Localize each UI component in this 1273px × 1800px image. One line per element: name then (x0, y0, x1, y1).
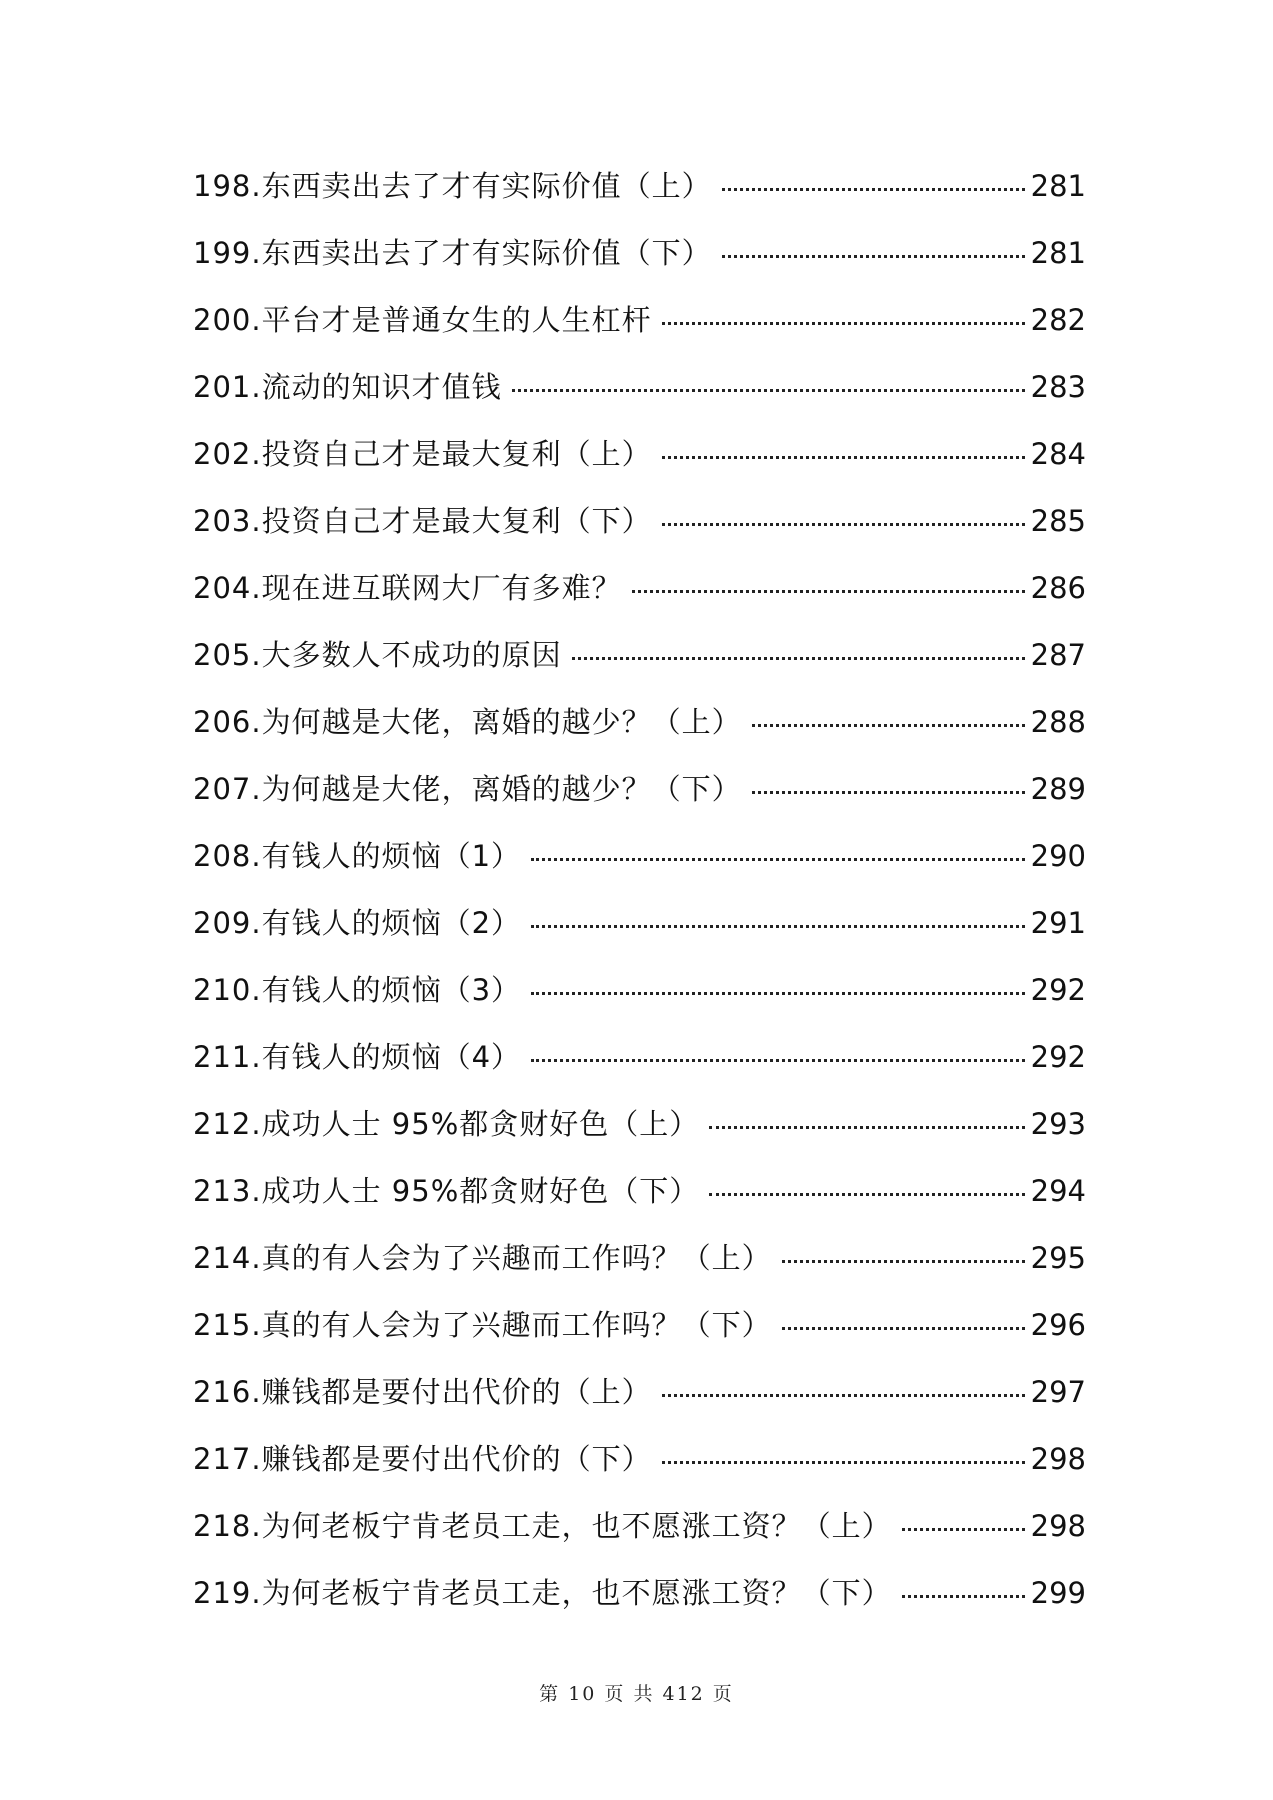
toc-entry[interactable] (193, 499, 1086, 566)
toc-entry-title: 203.投资自己才是最大复利（下） (193, 504, 652, 538)
toc-entry-page-number: 298 (1030, 1442, 1086, 1476)
dot-leader (572, 657, 1025, 660)
toc-entry[interactable] (193, 566, 1086, 633)
toc-entry-page-number: 288 (1030, 705, 1086, 739)
dot-leader (722, 188, 1025, 191)
toc-entry-title: 212.成功人士 95%都贪财好色（上） (193, 1107, 700, 1141)
toc-entry[interactable] (193, 365, 1086, 432)
toc-entry-title: 217.赚钱都是要付出代价的（下） (193, 1442, 652, 1476)
toc-entry-title: 208.有钱人的烦恼（1） (193, 839, 522, 873)
toc-entry[interactable] (193, 834, 1086, 901)
toc-entry[interactable] (193, 1303, 1086, 1370)
toc-entry-title: 211.有钱人的烦恼（4） (193, 1040, 522, 1074)
toc-entry-page-number: 297 (1030, 1375, 1086, 1409)
dot-leader (782, 1327, 1025, 1330)
toc-entry-title: 209.有钱人的烦恼（2） (193, 906, 522, 940)
toc-entry-title: 215.真的有人会为了兴趣而工作吗？（下） (193, 1308, 772, 1342)
toc-entry-page-number: 286 (1030, 571, 1086, 605)
toc-entry-title: 202.投资自己才是最大复利（上） (193, 437, 652, 471)
dot-leader (902, 1595, 1025, 1598)
dot-leader (752, 724, 1025, 727)
dot-leader (632, 590, 1025, 593)
toc-entry[interactable] (193, 1571, 1086, 1638)
dot-leader (782, 1260, 1025, 1263)
table-of-contents (193, 164, 1086, 1638)
toc-entry-page-number: 283 (1030, 370, 1086, 404)
dot-leader (662, 1461, 1025, 1464)
toc-entry-title: 205.大多数人不成功的原因 (193, 638, 562, 672)
dot-leader (722, 255, 1025, 258)
toc-entry[interactable] (193, 1437, 1086, 1504)
toc-entry-page-number: 289 (1030, 772, 1086, 806)
dot-leader (531, 992, 1025, 995)
toc-entry-page-number: 298 (1030, 1509, 1086, 1543)
toc-entry-title: 204.现在进互联网大厂有多难？ (193, 571, 622, 605)
toc-entry-page-number: 292 (1030, 973, 1086, 1007)
dot-leader (709, 1193, 1024, 1196)
dot-leader (662, 456, 1025, 459)
dot-leader (662, 523, 1025, 526)
toc-entry-page-number: 293 (1030, 1107, 1086, 1141)
toc-entry-title: 216.赚钱都是要付出代价的（上） (193, 1375, 652, 1409)
toc-entry-title: 198.东西卖出去了才有实际价值（上） (193, 169, 712, 203)
toc-entry-title: 206.为何越是大佬，离婚的越少？（上） (193, 705, 742, 739)
toc-entry[interactable] (193, 1035, 1086, 1102)
dot-leader (531, 925, 1025, 928)
page-footer: 第 10 页 共 412 页 (539, 1683, 734, 1705)
toc-entry-title: 207.为何越是大佬，离婚的越少？（下） (193, 772, 742, 806)
toc-entry-title: 199.东西卖出去了才有实际价值（下） (193, 236, 712, 270)
toc-entry-page-number: 295 (1030, 1241, 1086, 1275)
toc-entry[interactable] (193, 164, 1086, 231)
toc-entry-title: 218.为何老板宁肯老员工走，也不愿涨工资？（上） (193, 1509, 892, 1543)
toc-entry-page-number: 299 (1030, 1576, 1086, 1610)
toc-entry[interactable] (193, 231, 1086, 298)
toc-entry[interactable] (193, 633, 1086, 700)
toc-entry[interactable] (193, 298, 1086, 365)
toc-entry-page-number: 296 (1030, 1308, 1086, 1342)
dot-leader (662, 322, 1025, 325)
toc-entry[interactable] (193, 700, 1086, 767)
toc-entry[interactable] (193, 767, 1086, 834)
toc-entry-title: 219.为何老板宁肯老员工走，也不愿涨工资？（下） (193, 1576, 892, 1610)
toc-entry-title: 200.平台才是普通女生的人生杠杆 (193, 303, 652, 337)
toc-entry-title: 201.流动的知识才值钱 (193, 370, 502, 404)
toc-entry-page-number: 281 (1030, 236, 1086, 270)
dot-leader (709, 1126, 1024, 1129)
dot-leader (662, 1394, 1025, 1397)
toc-entry-title: 210.有钱人的烦恼（3） (193, 973, 522, 1007)
toc-entry-title: 214.真的有人会为了兴趣而工作吗？（上） (193, 1241, 772, 1275)
toc-entry[interactable] (193, 432, 1086, 499)
dot-leader (531, 858, 1025, 861)
dot-leader (512, 389, 1025, 392)
toc-entry[interactable] (193, 1102, 1086, 1169)
toc-entry[interactable] (193, 1370, 1086, 1437)
toc-entry-page-number: 287 (1030, 638, 1086, 672)
dot-leader (531, 1059, 1025, 1062)
toc-entry-page-number: 292 (1030, 1040, 1086, 1074)
toc-entry[interactable] (193, 1504, 1086, 1571)
toc-entry-page-number: 282 (1030, 303, 1086, 337)
toc-entry[interactable] (193, 1236, 1086, 1303)
toc-entry[interactable] (193, 1169, 1086, 1236)
toc-entry-page-number: 281 (1030, 169, 1086, 203)
toc-entry[interactable] (193, 901, 1086, 968)
toc-entry-page-number: 290 (1030, 839, 1086, 873)
toc-entry-page-number: 294 (1030, 1174, 1086, 1208)
toc-entry-title: 213.成功人士 95%都贪财好色（下） (193, 1174, 700, 1208)
dot-leader (752, 791, 1025, 794)
toc-entry[interactable] (193, 968, 1086, 1035)
toc-entry-page-number: 291 (1030, 906, 1086, 940)
toc-entry-page-number: 285 (1030, 504, 1086, 538)
dot-leader (902, 1528, 1025, 1531)
toc-entry-page-number: 284 (1030, 437, 1086, 471)
